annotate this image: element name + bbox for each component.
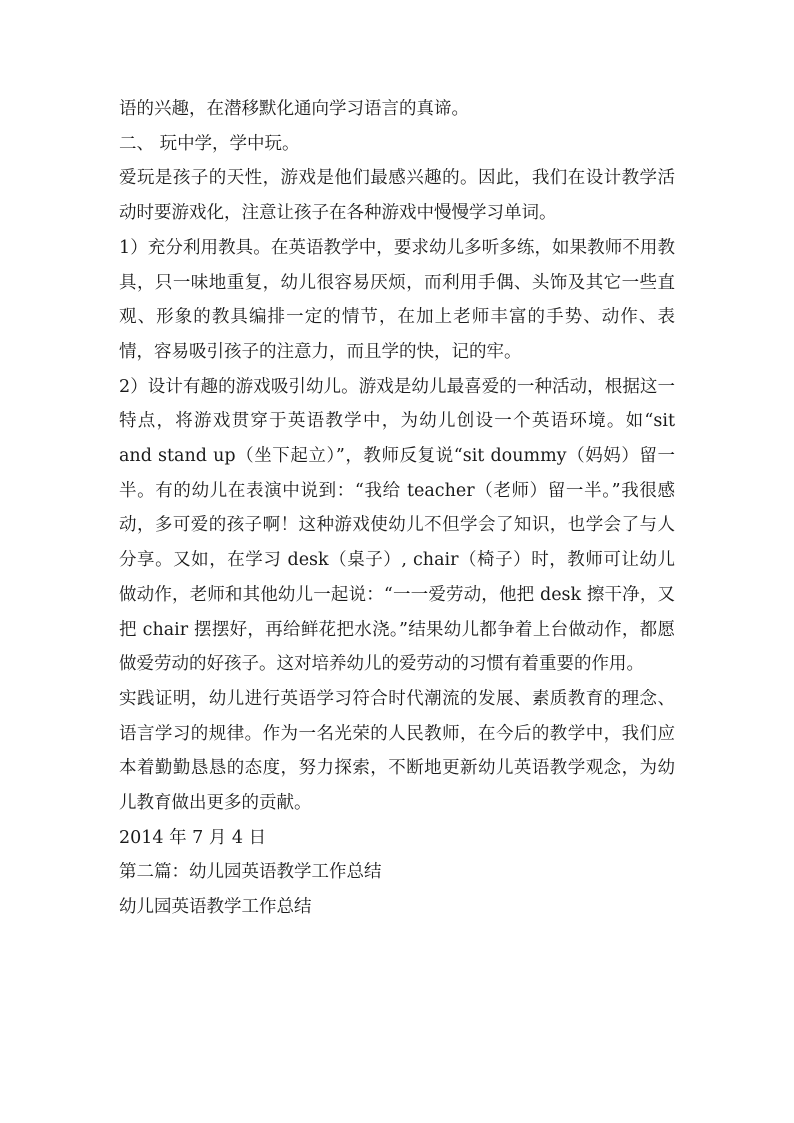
paragraph-conclusion: 实践证明，幼儿进行英语学习符合时代潮流的发展、素质教育的理念、语言学习的规律。作为一名光荣的人民教师，在今后的教学中，我们应本着勤勤恳恳的态度，努力探索，不断地更新幼儿英语教学观念，为幼儿教育做出更多的贡献。 — [119, 688, 675, 814]
paragraph-games: 2）设计有趣的游戏吸引幼儿。游戏是幼儿最喜爱的一种活动，根据这一特点，将游戏贯穿于英语教学中，为幼儿创设一个英语环境。如“sit and stand up（坐下起立）”，教师反复说“sit doummy（妈妈）留一半。有的幼儿在表演中说到：“我给 teacher（老师）留一半。”我很感动，多可爱的孩子啊！这种游戏使幼儿不但学会了知识，也学会了与人分享。又如，在学习 desk（桌子）, chair（椅子）时，教师可让幼儿做动作，老师和其他幼儿一起说：“一一爱劳动，他把 desk 擦干净，又把 chair 摆摆好，再给鲜花把水浇。”结果幼儿都争着上台做动作，都愿做爱劳动的好孩子。这对培养幼儿的爱劳动的习惯有着重要的作用。 — [119, 376, 675, 675]
paragraph-play-nature: 爱玩是孩子的天性，游戏是他们最感兴趣的。因此，我们在设计教学活动时要游戏化，注意让孩子在各种游戏中慢慢学习单词。 — [119, 168, 675, 224]
document-body — [119, 92, 675, 925]
next-article-heading: 第二篇：幼儿园英语教学工作总结 — [119, 862, 382, 883]
next-article-title: 幼儿园英语教学工作总结 — [119, 897, 312, 918]
section-heading-play-and-learn: 二、 玩中学，学中玩。 — [119, 133, 300, 154]
document-date: 2014 年 7 月 4 日 — [119, 827, 267, 848]
paragraph-teaching-aids: 1）充分利用教具。在英语教学中，要求幼儿多听多练，如果教师不用教具，只一味地重复，幼儿很容易厌烦，而利用手偶、头饰及其它一些直观、形象的教具编排一定的情节，在加上老师丰富的手势、动作、表情，容易吸引孩子的注意力，而且学的快，记的牢。 — [119, 237, 675, 362]
paragraph-intro-continuation: 语的兴趣，在潜移默化通向学习语言的真谛。 — [119, 99, 469, 119]
